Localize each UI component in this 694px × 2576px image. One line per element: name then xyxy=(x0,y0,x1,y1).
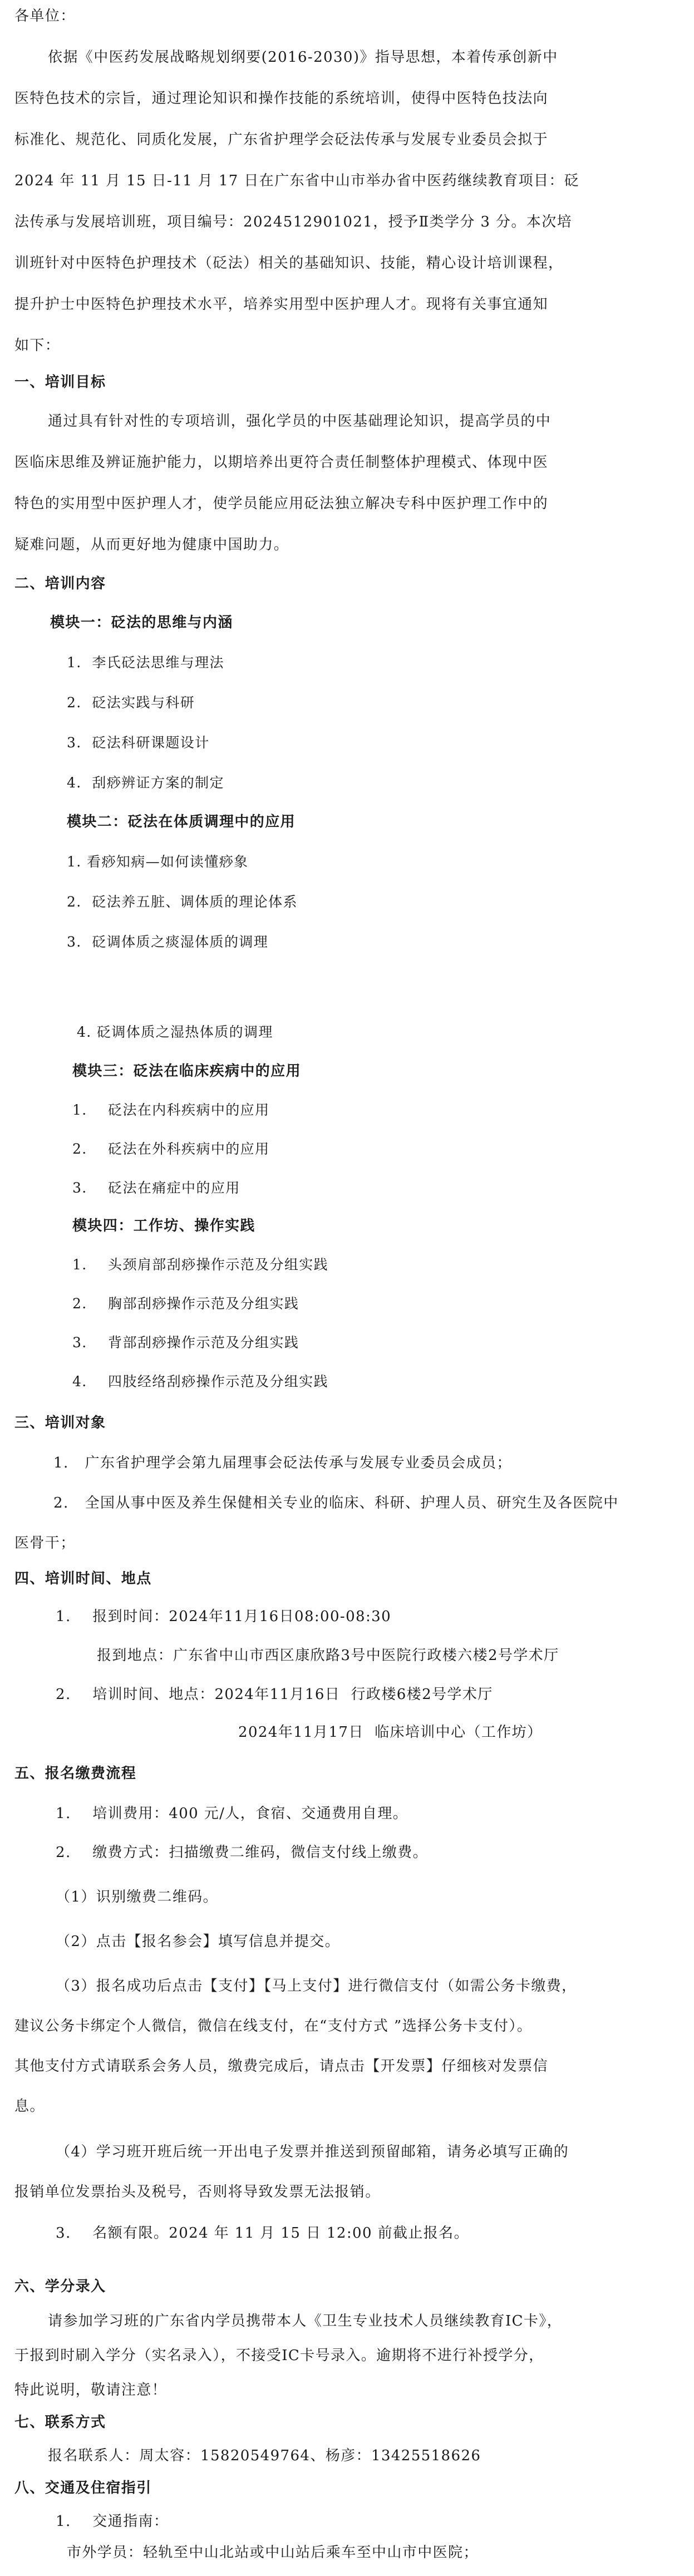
registration-line: （1）识别缴费二维码。 xyxy=(56,1889,218,1905)
audience-line: 2. 全国从事中医及养生保健相关专业的临床、科研、护理人员、研究生及各医院中 xyxy=(53,1495,619,1511)
intro-line: 标准化、规范化、同质化发展，广东省护理学会砭法传承与发展专业委员会拟于 xyxy=(14,131,549,148)
time-place-line: 1. 报到时间：2024年11月16日08:00-08:30 xyxy=(56,1608,392,1625)
module-item: 1. 李氏砭法思维与理法 xyxy=(67,654,224,671)
module-item: 3. 砭调体质之痰湿体质的调理 xyxy=(67,934,269,950)
intro-line: 医特色技术的宗旨，通过理论知识和操作技能的系统培训，使得中医特色技法向 xyxy=(14,90,549,107)
module-item: 1. 看痧知病—如何读懂痧象 xyxy=(67,854,249,870)
registration-line: 1. 培训费用：400 元/人，食宿、交通费用自理。 xyxy=(56,1805,408,1822)
registration-line: 息。 xyxy=(14,2098,45,2115)
module-item: 2. 胸部刮痧操作示范及分组实践 xyxy=(72,1296,299,1312)
module-item: 4. 砭调体质之湿热体质的调理 xyxy=(77,1024,273,1040)
registration-line: （3）报名成功后点击【支付】【马上支付】进行微信支付（如需公务卡缴费， xyxy=(56,1978,577,1994)
module-item: 2. 砭法养五脏、调体质的理论体系 xyxy=(67,894,298,910)
salutation: 各单位： xyxy=(14,8,76,24)
section-title-registration: 五、报名缴费流程 xyxy=(14,1765,137,1782)
module-4-title: 模块四：工作坊、操作实践 xyxy=(72,1218,255,1234)
module-item: 4. 刮痧辨证方案的制定 xyxy=(67,775,224,791)
section-title-contact: 七、联系方式 xyxy=(14,2414,106,2431)
module-item: 3. 背部刮痧操作示范及分组实践 xyxy=(72,1334,299,1351)
intro-line: 2024 年 11 月 15 日-11 月 17 日在广东省中山市举办省中医药继续教育项目：砭 xyxy=(14,173,580,189)
registration-line: 建议公务卡绑定个人微信，微信在线支付，在“支付方式 ”选择公务卡支付）。 xyxy=(14,2018,533,2035)
module-1-title: 模块一：砭法的思维与内涵 xyxy=(50,614,233,631)
module-3-title: 模块三：砭法在临床疾病中的应用 xyxy=(72,1063,302,1080)
registration-line: 2. 缴费方式：扫描缴费二维码，微信支付线上缴费。 xyxy=(56,1844,429,1861)
module-item: 2. 砭法实践与科研 xyxy=(67,695,195,711)
module-item: 3. 砭法科研课题设计 xyxy=(67,735,210,751)
transport-line: 1. 交通指南： xyxy=(56,2513,169,2530)
goals-line: 医临床思维及辨证施护能力，以期培养出更符合责任制整体护理模式、体现中医 xyxy=(14,454,549,471)
goals-line: 疑难问题，从而更好地为健康中国助力。 xyxy=(14,536,289,553)
time-place-line: 2024年11月17日 临床培训中心（工作坊） xyxy=(238,1724,543,1741)
registration-line: （2）点击【报名参会】填写信息并提交。 xyxy=(56,1933,341,1950)
section-title-credits: 六、学分录入 xyxy=(14,2278,106,2295)
goals-line: 特色的实用型中医护理人才，使学员能应用砭法独立解决专科中医护理工作中的 xyxy=(14,495,549,512)
registration-line: 报销单位发票抬头及税号，否则将导致发票无法报销。 xyxy=(14,2184,381,2200)
module-item: 1. 头颈肩部刮痧操作示范及分组实践 xyxy=(72,1257,329,1273)
intro-line: 提升护士中医特色护理技术水平，培养实用型中医护理人才。现将有关事宜通知 xyxy=(14,296,549,313)
module-item: 2. 砭法在外科疾病中的应用 xyxy=(72,1141,270,1157)
registration-line: 3. 名额有限。2024 年 11 月 15 日 12:00 前截止报名。 xyxy=(56,2225,469,2242)
registration-line: （4）学习班开班后统一开出电子发票并推送到预留邮箱，请务必填写正确的 xyxy=(56,2144,569,2160)
credits-line: 请参加学习班的广东省内学员携带本人《卫生专业技术人员继续教育IC卡》， xyxy=(48,2313,563,2329)
section-title-audience: 三、培训对象 xyxy=(14,1415,106,1431)
credits-line: 于报到时刷入学分（实名录入），不接受IC卡号录入。逾期将不进行补授学分， xyxy=(14,2347,544,2364)
goals-line: 通过具有针对性的专项培训，强化学员的中医基础理论知识，提高学员的中 xyxy=(48,413,552,430)
section-title-content: 二、培训内容 xyxy=(14,575,106,592)
module-item: 3. 砭法在痛症中的应用 xyxy=(72,1180,240,1196)
registration-line: 其他支付方式请联系会务人员，缴费完成后，请点击【开发票】仔细核对发票信 xyxy=(14,2058,549,2075)
time-place-line: 2. 培训时间、地点：2024年11月16日 行政楼6楼2号学术厅 xyxy=(56,1686,493,1703)
audience-line: 医骨干； xyxy=(14,1535,76,1551)
module-item: 4. 四肢经络刮痧操作示范及分组实践 xyxy=(72,1373,329,1390)
credits-line: 特此说明，敬请注意！ xyxy=(14,2382,168,2398)
transport-line: 市外学员：轻轨至中山北站或中山站后乘车至中山市中医院； xyxy=(67,2544,479,2561)
intro-line: 训班针对中医特色护理技术（砭法）相关的基础知识、技能，精心设计培训课程， xyxy=(14,255,564,272)
section-title-goals: 一、培训目标 xyxy=(14,374,106,391)
intro-line: 依据《中医药发展战略规划纲要(2016-2030)》指导思想，本着传承创新中 xyxy=(48,49,558,66)
contact-line: 报名联系人：周太容：15820549764、杨彦：13425518626 xyxy=(48,2447,481,2464)
intro-line: 法传承与发展培训班，项目编号：2024512901021，授予Ⅱ类学分 3 分。本次培 xyxy=(14,214,572,230)
section-title-transport: 八、交通及住宿指引 xyxy=(14,2480,152,2496)
section-title-time-place: 四、培训时间、地点 xyxy=(14,1570,152,1587)
time-place-line: 报到地点：广东省中山市西区康欣路3号中医院行政楼六楼2号学术厅 xyxy=(97,1647,559,1664)
intro-line: 如下： xyxy=(14,337,61,354)
module-item: 1. 砭法在内科疾病中的应用 xyxy=(72,1102,270,1118)
module-2-title: 模块二：砭法在体质调理中的应用 xyxy=(67,814,296,830)
audience-line: 1. 广东省护理学会第九届理事会砭法传承与发展专业委员会成员； xyxy=(53,1455,512,1471)
